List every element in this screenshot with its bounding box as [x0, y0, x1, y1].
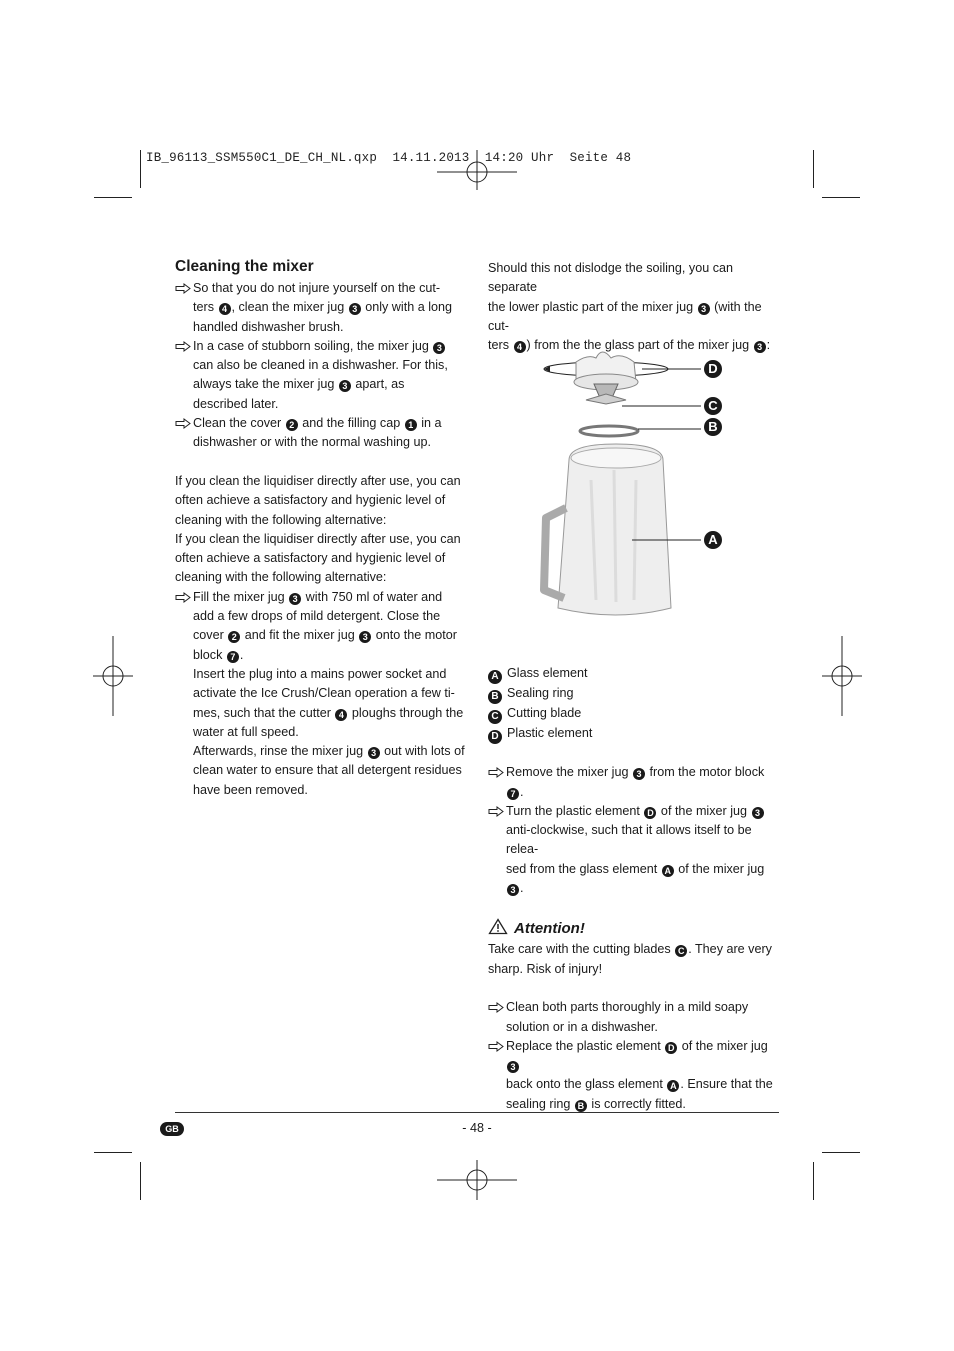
left-column — [175, 257, 470, 800]
paragraph-indented: Afterwards, rinse the mixer jug 3 out with lots of clean water to ensure that all detergent residues have been removed. — [193, 744, 465, 797]
language-badge: GB — [160, 1122, 184, 1136]
figure-label-c: C — [704, 397, 722, 415]
legend-item: A Glass element — [488, 664, 780, 684]
bullet-item: So that you do not injure yourself on the cut- ters 4 , clean the mixer jug 3 only with a long handled dishwasher brush. — [175, 279, 470, 337]
mixer-jug-illustration — [536, 340, 736, 624]
bullet-item: In a case of stubborn soiling, the mixer jug 3 can also be cleaned in a dishwasher. For this, always take the mixer jug 3 apart, as described later. — [175, 337, 470, 414]
right-column-lower — [488, 664, 780, 1114]
paragraph: If you clean the liquidiser directly after use, you can often achieve a satisfactory and hygienic level of cleaning with the following alternative: — [175, 531, 461, 585]
arrow-icon — [488, 767, 504, 778]
arrow-icon — [175, 418, 191, 429]
bullet-item: Replace the plastic element D of the mixer jug 3 back onto the glass element A . Ensure that the sealing ring B is correctly fitted. — [488, 1037, 780, 1114]
legend-item: D Plastic element — [488, 724, 780, 744]
arrow-icon — [488, 806, 504, 817]
paragraph: If you clean the liquidiser directly after use, you can often achieve a satisfactory and hygienic level of cleaning with the following alternative: — [175, 473, 461, 527]
arrow-icon — [175, 341, 191, 352]
bullet-item: Clean both parts thoroughly in a mild soapy solution or in a dishwasher. — [488, 998, 780, 1037]
arrow-icon — [488, 1002, 504, 1013]
registration-mark-right — [822, 636, 862, 716]
arrow-icon — [175, 283, 191, 294]
paragraph-indented: Insert the plug into a mains power socket and activate the Ice Crush/Clean operation a few ti-mes, such that the cutter 4 ploughs through the water at full speed. — [193, 666, 464, 739]
bullet-item: Fill the mixer jug 3 with 750 ml of water and add a few drops of mild detergent. Close the cover 2 and fit the mixer jug 3 onto the motor block 7 . — [175, 588, 470, 665]
legend-item: C Cutting blade — [488, 704, 780, 724]
bullet-item: Turn the plastic element D of the mixer jug 3 anti-clockwise, such that it allows itself to be relea- sed from the glass element A of the mixer jug 3 . — [488, 802, 780, 898]
legend-item: B Sealing ring — [488, 684, 780, 704]
print-slug: IB_96113_SSM550C1_DE_CH_NL.qxp 14.11.2013 14:20 Uhr Seite 48 — [146, 151, 632, 165]
figure-label-d: D — [704, 360, 722, 378]
figure-label-b: B — [704, 418, 722, 436]
arrow-icon — [175, 592, 191, 603]
registration-mark-left — [93, 636, 133, 716]
section-title: Cleaning the mixer — [175, 258, 314, 275]
arrow-icon — [488, 1041, 504, 1052]
paragraph: Should this not dislodge the soiling, you can separate the lower plastic part of the mixer jug 3 (with the cut- ters 4 ) from the the glass part of the mixer jug 3 : — [488, 261, 771, 353]
attention-heading: Attention! — [488, 918, 780, 940]
attention-text: Take care with the cutting blades C . They are very sharp. Risk of injury! — [488, 942, 772, 976]
footer-rule — [175, 1112, 779, 1113]
figure-legend — [488, 664, 780, 744]
warning-icon — [488, 918, 508, 935]
page-number: - 48 - — [462, 1121, 492, 1135]
bullet-item: Clean the cover 2 and the filling cap 1 in a dishwasher or with the normal washing up. — [175, 414, 470, 453]
registration-mark-bottom — [437, 1160, 517, 1200]
bullet-item: Remove the mixer jug 3 from the motor block 7 . — [488, 763, 780, 802]
figure-label-a: A — [704, 531, 722, 549]
